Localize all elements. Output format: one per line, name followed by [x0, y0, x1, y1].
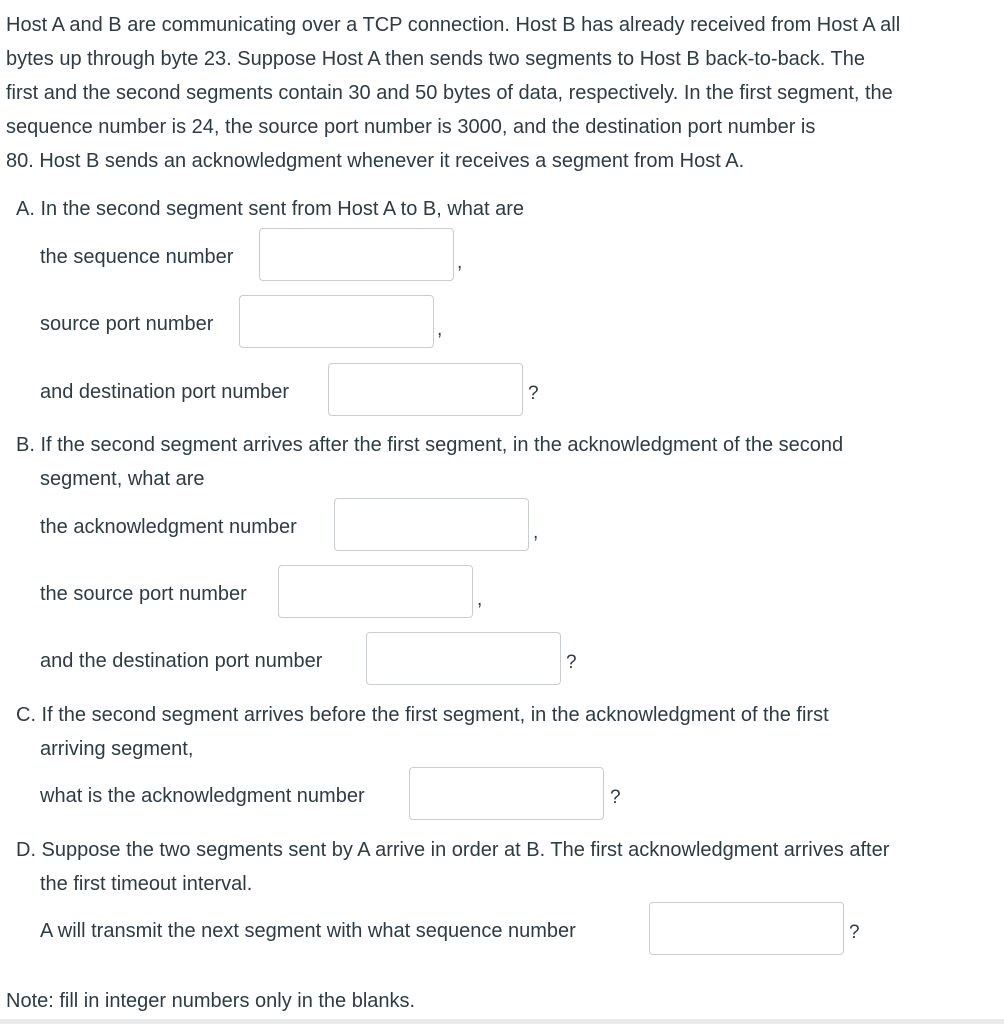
part-a-sequence-comma: ,: [457, 252, 463, 273]
part-b-ack-input[interactable]: [334, 498, 529, 551]
part-b-destination-port-input[interactable]: [366, 632, 561, 685]
part-c-ack-label: what is the acknowledgment number: [40, 785, 365, 807]
intro-line: 80. Host B sends an acknowledgment whenever it receives a segment from Host A.: [6, 150, 745, 172]
part-b-source-port-comma: ,: [477, 589, 483, 610]
part-a-sequence-input[interactable]: [259, 228, 454, 281]
part-b-destination-port-label: and the destination port number: [40, 650, 323, 672]
part-b-ack-comma: ,: [533, 522, 539, 543]
part-a-destination-port-question: ?: [528, 383, 539, 404]
part-d-sequence-input[interactable]: [649, 902, 844, 955]
part-a-heading: A. In the second segment sent from Host A to B, what are: [16, 198, 525, 220]
part-b-source-port-input[interactable]: [278, 565, 473, 618]
intro-line: Host A and B are communicating over a TCP connection. Host B has already received from Host A all: [6, 14, 901, 36]
part-b-destination-port-question: ?: [566, 652, 577, 673]
part-b-heading: B. If the second segment arrives after the first segment, in the acknowledgment of the second: [16, 434, 844, 456]
intro-line: bytes up through byte 23. Suppose Host A then sends two segments to Host B back-to-back. The: [6, 48, 866, 70]
part-c-ack-input[interactable]: [409, 767, 604, 820]
part-a-destination-port-input[interactable]: [328, 363, 523, 416]
intro-line: first and the second segments contain 30 and 50 bytes of data, respectively. In the first segment, the: [6, 82, 893, 104]
part-b-ack-label: the acknowledgment number: [40, 516, 297, 538]
intro-paragraph: [6, 8, 996, 178]
part-b-source-port-label: the source port number: [40, 583, 247, 605]
part-d-heading-continued: the first timeout interval.: [40, 873, 253, 895]
bottom-divider: [0, 1019, 1004, 1024]
part-c-heading: C. If the second segment arrives before the first segment, in the acknowledgment of the first: [16, 704, 829, 726]
part-b-heading-continued: segment, what are: [40, 468, 205, 490]
part-a-source-port-label: source port number: [40, 313, 214, 335]
intro-line: sequence number is 24, the source port number is 3000, and the destination port number is: [6, 116, 816, 138]
part-c-ack-question: ?: [610, 787, 621, 808]
note-text: Note: fill in integer numbers only in the blanks.: [6, 990, 416, 1012]
part-a-sequence-label: the sequence number: [40, 246, 234, 268]
part-c-heading-continued: arriving segment,: [40, 738, 194, 760]
part-d-sequence-label: A will transmit the next segment with what sequence number: [40, 920, 576, 942]
part-a-source-port-input[interactable]: [239, 295, 434, 348]
part-a-destination-port-label: and destination port number: [40, 381, 290, 403]
part-d-sequence-question: ?: [849, 922, 860, 943]
part-a-source-port-comma: ,: [437, 319, 443, 340]
part-d-heading: D. Suppose the two segments sent by A arrive in order at B. The first acknowledgment arrives after: [16, 839, 890, 861]
